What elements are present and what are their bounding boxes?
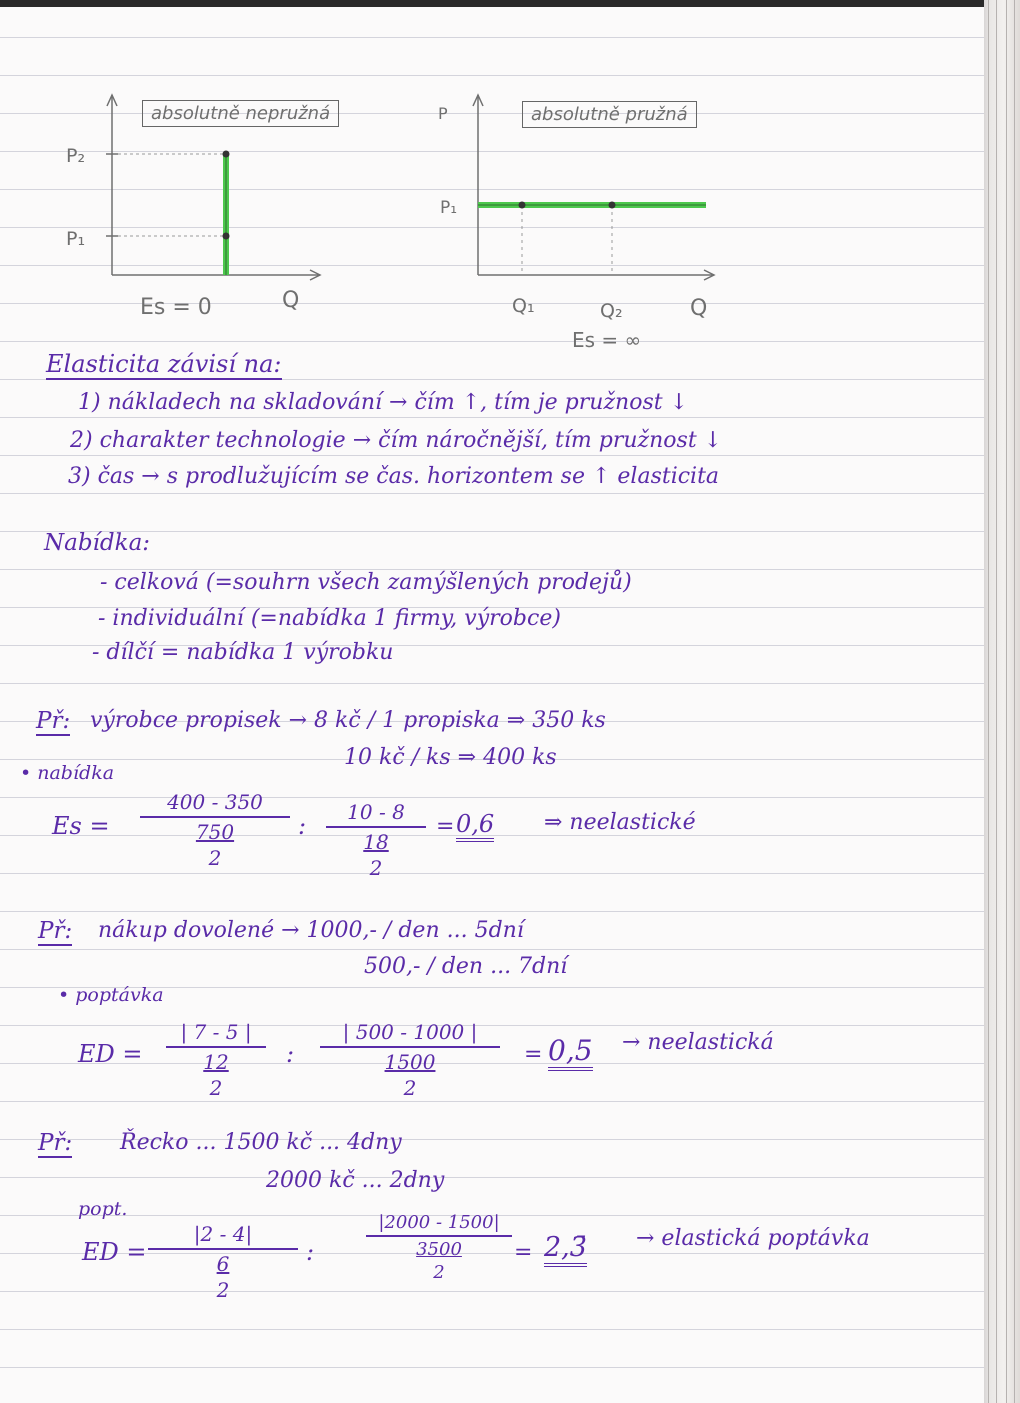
fraction-numerator: | 7 - 5 | bbox=[180, 1020, 252, 1044]
example-tag: • nabídka bbox=[20, 762, 115, 784]
fraction-quantity bbox=[148, 1222, 298, 1302]
formula-symbol: ED = bbox=[78, 1040, 143, 1068]
fraction-denominator-2: 2 bbox=[216, 1278, 230, 1302]
fraction-denominator-2: 2 bbox=[208, 846, 222, 870]
page-edge-line bbox=[1006, 0, 1007, 1403]
example-tag: • poptávka bbox=[58, 984, 164, 1006]
result-conclusion: ⇒ neelastické bbox=[544, 810, 696, 835]
heading-elasticity: Elasticita závisí na: bbox=[46, 350, 282, 378]
fraction-denominator: 6 bbox=[216, 1252, 230, 1276]
example-text: nákup dovolené → 1000,- / den ... 5dní bbox=[98, 918, 524, 943]
supply-item: - individuální (=nabídka 1 firmy, výrobce) bbox=[98, 606, 561, 631]
label-es-infinity: Es = ∞ bbox=[572, 328, 642, 352]
supply-item: - celková (=souhrn všech zamýšlených prodejů) bbox=[100, 570, 632, 595]
fraction-price bbox=[320, 1020, 500, 1100]
point-q1 bbox=[519, 202, 526, 209]
fraction-numerator: |2 - 4| bbox=[193, 1222, 253, 1246]
label-p1-right: P₁ bbox=[440, 198, 458, 218]
operator-colon: : bbox=[286, 1040, 295, 1068]
fraction-denominator: 1500 bbox=[384, 1050, 436, 1074]
example-text: 500,- / den ... 7dní bbox=[364, 954, 568, 979]
label-box-inelastic: absolutně nepružná bbox=[142, 100, 339, 127]
label-p1: P₁ bbox=[66, 228, 86, 250]
example-label: Př: bbox=[36, 708, 71, 734]
label-q-axis: Q bbox=[282, 288, 300, 313]
label-es-zero: Es = 0 bbox=[140, 295, 212, 320]
label-q-axis-right: Q bbox=[690, 296, 708, 321]
fraction-denominator-2: 2 bbox=[369, 856, 383, 880]
label-p-axis: P bbox=[438, 104, 448, 123]
operator-colon: : bbox=[306, 1238, 315, 1266]
elasticity-item: 3) čas → s prodlužujícím se čas. horizontem se ↑ elasticita bbox=[68, 464, 720, 489]
label-q2: Q₂ bbox=[600, 300, 623, 322]
notebook-page-edges bbox=[984, 0, 1020, 1403]
fraction-quantity bbox=[166, 1020, 266, 1100]
heading-supply: Nabídka: bbox=[44, 530, 151, 556]
fraction-price bbox=[326, 800, 426, 880]
fraction-numerator: | 500 - 1000 | bbox=[342, 1020, 478, 1044]
fraction-denominator: 3500 bbox=[416, 1239, 462, 1260]
example-text: výrobce propisek → 8 kč / 1 propiska ⇒ 350 ks bbox=[90, 708, 606, 733]
scan-top-edge bbox=[0, 0, 1020, 7]
formula-symbol: Es = bbox=[52, 812, 110, 840]
elasticity-item: 2) charakter technologie → čím náročnější, tím pružnost ↓ bbox=[70, 428, 723, 453]
example-text: Řecko ... 1500 kč ... 4dny bbox=[120, 1130, 402, 1155]
formula-symbol: ED = bbox=[82, 1238, 147, 1266]
fraction-denominator-2: 2 bbox=[209, 1076, 223, 1100]
fraction-numerator: 400 - 350 bbox=[167, 790, 263, 814]
page-edge-line bbox=[996, 0, 997, 1403]
fraction-denominator: 18 bbox=[363, 830, 389, 854]
label-box-elastic: absolutně pružná bbox=[522, 101, 697, 128]
fraction-denominator: 750 bbox=[195, 820, 235, 844]
example-text: 2000 kč ... 2dny bbox=[266, 1168, 445, 1193]
result-conclusion: → elastická poptávka bbox=[636, 1226, 870, 1251]
result-value: 0,5 bbox=[548, 1034, 593, 1071]
fraction-quantity bbox=[140, 790, 290, 870]
page-edge-line bbox=[988, 0, 989, 1403]
operator-equals: = bbox=[436, 814, 455, 839]
point-p1 bbox=[223, 233, 230, 240]
example-label: Př: bbox=[38, 1130, 73, 1156]
fraction-denominator: 12 bbox=[203, 1050, 229, 1074]
result-value: 2,3̄ bbox=[544, 1232, 587, 1267]
fraction-numerator: |2000 - 1500| bbox=[378, 1212, 500, 1233]
label-q1: Q₁ bbox=[512, 295, 535, 317]
fraction-denominator-2: 2 bbox=[433, 1262, 445, 1283]
label-p2: P₂ bbox=[66, 145, 86, 167]
elasticity-item: 1) nákladech na skladování → čím ↑, tím je pružnost ↓ bbox=[78, 390, 689, 415]
fraction-price bbox=[366, 1212, 512, 1283]
example-text: 10 kč / ks ⇒ 400 ks bbox=[344, 745, 557, 770]
page-edge-line bbox=[1014, 0, 1015, 1403]
operator-equals: = bbox=[524, 1042, 543, 1067]
point-q2 bbox=[609, 202, 616, 209]
fraction-numerator: 10 - 8 bbox=[347, 800, 405, 824]
operator-equals: = bbox=[514, 1240, 533, 1265]
supply-item: - dílčí = nabídka 1 výrobku bbox=[92, 640, 394, 665]
example-tag: popt. bbox=[78, 1198, 128, 1220]
point-p2 bbox=[223, 151, 230, 158]
fraction-denominator-2: 2 bbox=[403, 1076, 417, 1100]
operator-colon: : bbox=[298, 812, 307, 840]
result-conclusion: → neelastická bbox=[622, 1030, 774, 1055]
example-label: Př: bbox=[38, 918, 73, 944]
result-value: 0,6 bbox=[456, 810, 494, 842]
